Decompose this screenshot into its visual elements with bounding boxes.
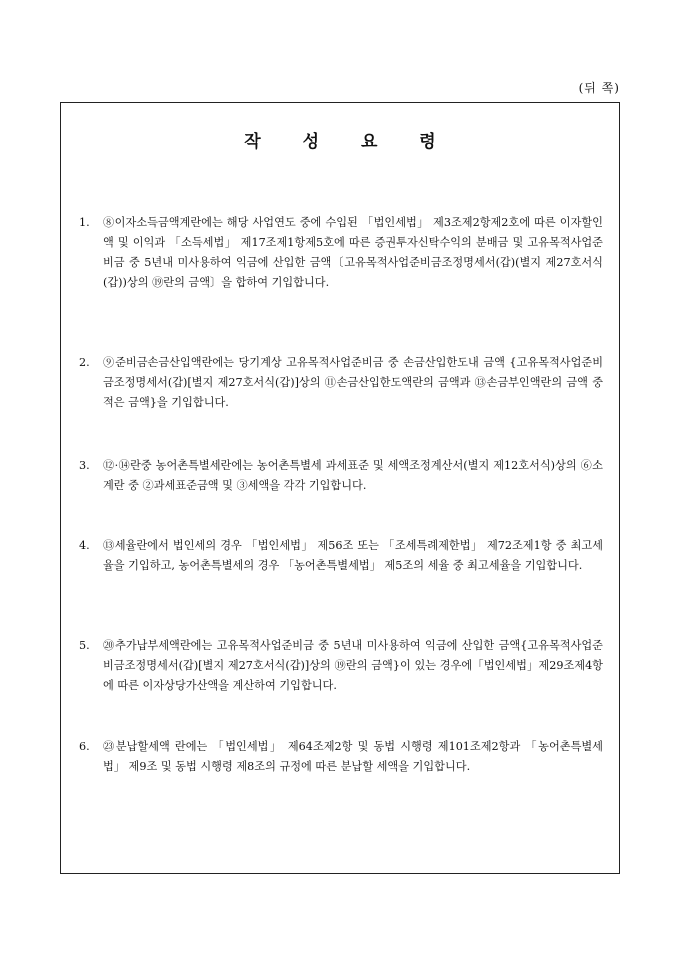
instruction-number: 2. [79,356,90,369]
instruction-text: ㉓분납할세액 란에는 「법인세법」 제64조제2항 및 동법 시행령 제101조제2항과 「농어촌특별세법」 제9조 및 동법 시행령 제8조의 규정에 따른 분납할 세액을 기입합니다. [103,740,603,773]
document-title: 작 성 요 령 [244,132,454,152]
instruction-text: ⑫·⑭란중 농어촌특별세란에는 농어촌특별세 과세표준 및 세액조정계산서(별지 제12호서식)상의 ⑥소계란 중 ②과세표준금액 및 ③세액을 각각 기입합니다. [103,459,603,492]
instruction-number: 5. [79,639,90,652]
instruction-item-5 [79,636,603,696]
instructions-frame [60,102,620,874]
instruction-text: ⑳추가납부세액란에는 고유목적사업준비금 중 5년내 미사용하여 익금에 산입한 금액{고유목적사업준비금조정명세서(갑)[별지 제27호서식(갑)]상의 ⑲란의 금액}이 있는 경우에「법인세법」제29조제4항에 따른 이자상당가산액을 계산하여 기입합니다. [103,639,603,692]
instruction-text: ⑧이자소득금액계란에는 해당 사업연도 중에 수입된 「법인세법」 제3조제2항제2호에 따른 이자할인액 및 이익과 「소득세법」 제17조제1항제5호에 따른 증권투자신탁수익의 분배금 및 고유목적사업준비금 중 5년내 미사용하여 익금에 산입한 금액〔고유목적사업준비금조정명세서(갑)(별지 제27호서식(갑))상의 ⑲란의 금액〕을 합하여 기입합니다. [103,216,603,289]
instruction-item-3 [79,456,603,496]
instruction-number: 4. [79,539,90,552]
instruction-item-6 [79,737,603,777]
instruction-number: 3. [79,459,90,472]
instruction-number: 1. [79,216,90,229]
instruction-item-1 [79,213,603,293]
instruction-number: 6. [79,740,90,753]
page-side-label: (뒤 쪽) [578,81,620,95]
instruction-text: ⑬세율란에서 법인세의 경우 「법인세법」 제56조 또는 「조세특례제한법」 제72조제1항 중 최고세율을 기입하고, 농어촌특별세의 경우 「농어촌특별세법」 제5조의 세율 중 최고세율을 기입합니다. [103,539,603,572]
instruction-item-2 [79,353,603,413]
instruction-item-4 [79,536,603,576]
instruction-text: ⑨준비금손금산입액란에는 당기계상 고유목적사업준비금 중 손금산입한도내 금액 {고유목적사업준비금조정명세서(갑)[별지 제27호서식(갑)]상의 ⑪손금산입한도액란의 금액과 ⑬손금부인액란의 금액 중 적은 금액}을 기입합니다. [103,356,603,409]
